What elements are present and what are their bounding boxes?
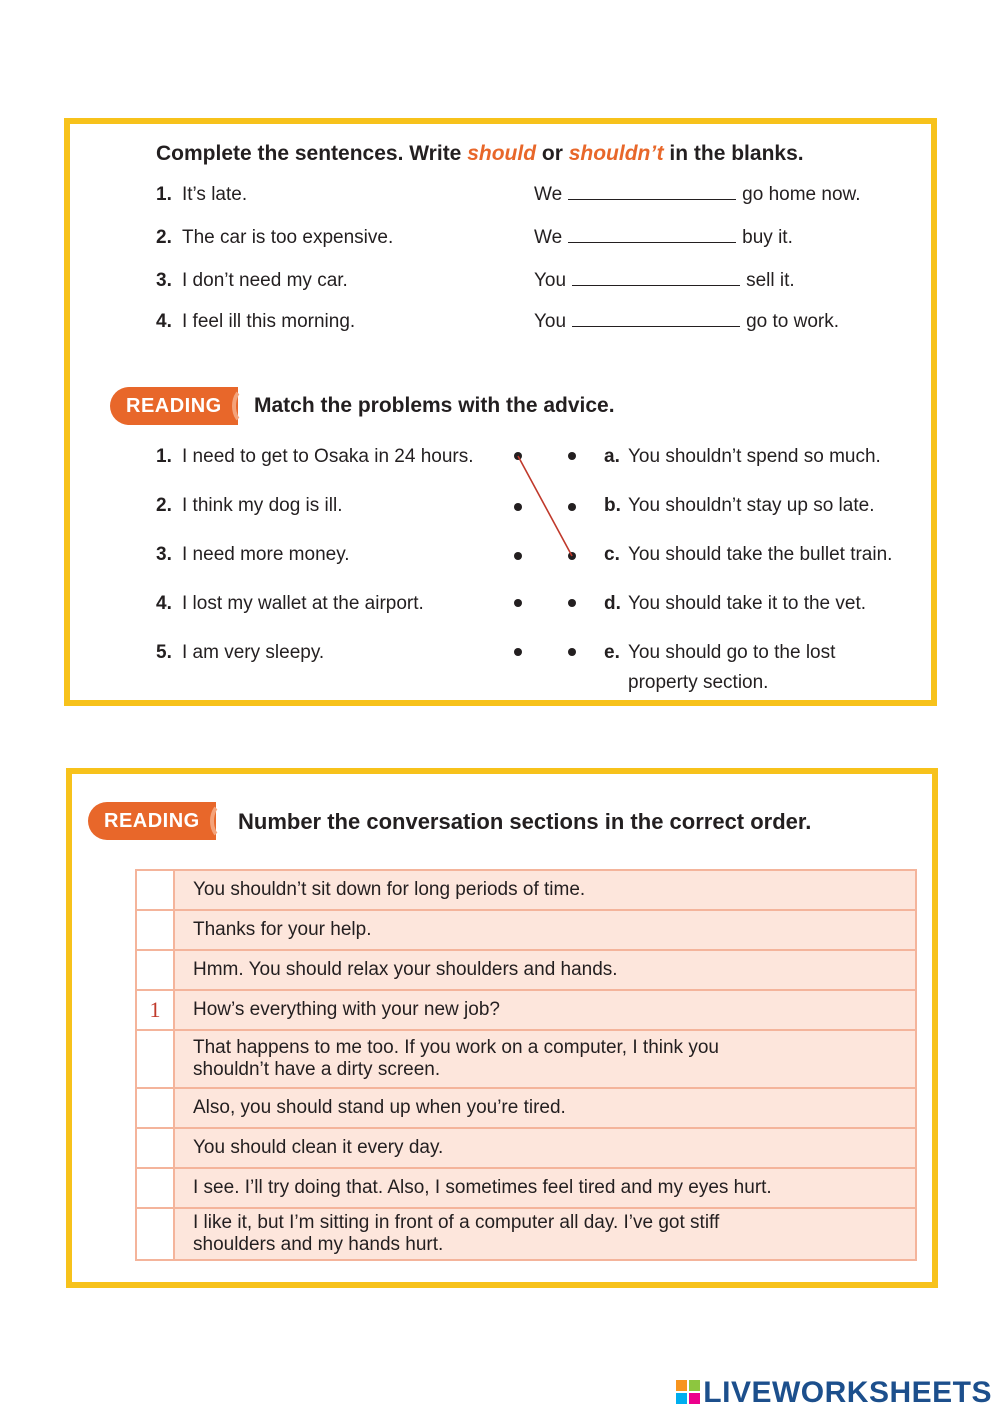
exercise-3-box bbox=[66, 768, 938, 1288]
match-line bbox=[518, 456, 572, 556]
table-row bbox=[136, 990, 916, 1030]
problem-item: 3. I need more money. bbox=[156, 544, 350, 565]
table-row bbox=[136, 910, 916, 950]
order-number-input[interactable] bbox=[136, 910, 174, 950]
order-number-input[interactable]: 1 bbox=[136, 990, 174, 1030]
row-text: Thanks for your help. bbox=[174, 910, 916, 950]
problem-item: 2. I think my dog is ill. bbox=[156, 495, 343, 516]
order-table bbox=[135, 869, 917, 1261]
table-row bbox=[136, 1128, 916, 1168]
advice-item: e. You should go to the lost bbox=[604, 642, 836, 663]
row-text: I see. I’ll try doing that. Also, I sometimes feel tired and my eyes hurt. bbox=[174, 1168, 916, 1208]
table-row bbox=[136, 950, 916, 990]
advice-item: b. You shouldn’t stay up so late. bbox=[604, 495, 875, 516]
sentence-answer: We buy it. bbox=[534, 227, 793, 248]
sentence-row: 2. The car is too expensive. bbox=[156, 227, 394, 248]
exercise-2-title: Match the problems with the advice. bbox=[254, 394, 615, 417]
sentence-answer: You go to work. bbox=[534, 311, 839, 332]
row-text: I like it, but I’m sitting in front of a computer all day. I’ve got stiff shoulders and my hands hurt. bbox=[174, 1208, 916, 1260]
row-text: How’s everything with your new job? bbox=[174, 990, 916, 1030]
sentence-row: 4. I feel ill this morning. bbox=[156, 311, 356, 332]
badge-arc bbox=[210, 802, 236, 840]
problem-item: 1. I need to get to Osaka in 24 hours. bbox=[156, 446, 474, 467]
exercise-3-title: Number the conversation sections in the correct order. bbox=[238, 809, 812, 834]
row-text: Hmm. You should relax your shoulders and hands. bbox=[174, 950, 916, 990]
table-row bbox=[136, 870, 916, 910]
table-row bbox=[136, 1030, 916, 1088]
table-row bbox=[136, 1208, 916, 1260]
sentence-answer: You sell it. bbox=[534, 270, 795, 291]
sentence-row: 3. I don’t need my car. bbox=[156, 270, 348, 291]
advice-item-continued: property section. bbox=[628, 672, 769, 693]
row-text: Also, you should stand up when you’re tired. bbox=[174, 1088, 916, 1128]
liveworksheets-logo: LIVEWORKSHEETS bbox=[676, 1376, 992, 1410]
table-row bbox=[136, 1168, 916, 1208]
liveworksheets-logo-icon bbox=[676, 1380, 700, 1404]
table-row bbox=[136, 1088, 916, 1128]
order-number-input[interactable] bbox=[136, 1208, 174, 1260]
row-text: That happens to me too. If you work on a computer, I think you shouldn’t have a dirty screen. bbox=[174, 1030, 916, 1088]
problem-item: 5. I am very sleepy. bbox=[156, 642, 325, 663]
problem-item: 4. I lost my wallet at the airport. bbox=[156, 593, 424, 614]
sentence-answer: We go home now. bbox=[534, 184, 861, 205]
order-number-input[interactable] bbox=[136, 870, 174, 910]
advice-item: a. You shouldn’t spend so much. bbox=[604, 446, 881, 467]
reading-badge: READING bbox=[110, 387, 238, 425]
order-number-input[interactable] bbox=[136, 1168, 174, 1208]
advice-item: d. You should take it to the vet. bbox=[604, 593, 867, 614]
sentence-row: 1. It’s late. bbox=[156, 184, 248, 205]
order-number-input[interactable] bbox=[136, 1030, 174, 1088]
order-number-input[interactable] bbox=[136, 1128, 174, 1168]
exercise-1-title: Complete the sentences. Write should or shouldn’t in the blanks. bbox=[156, 142, 804, 165]
order-number-input[interactable] bbox=[136, 1088, 174, 1128]
row-text: You shouldn’t sit down for long periods of time. bbox=[174, 870, 916, 910]
advice-item: c. You should take the bullet train. bbox=[604, 544, 893, 565]
reading-badge: READING bbox=[88, 802, 216, 840]
exercise-1-box bbox=[64, 118, 937, 706]
row-text: You should clean it every day. bbox=[174, 1128, 916, 1168]
order-number-input[interactable] bbox=[136, 950, 174, 990]
